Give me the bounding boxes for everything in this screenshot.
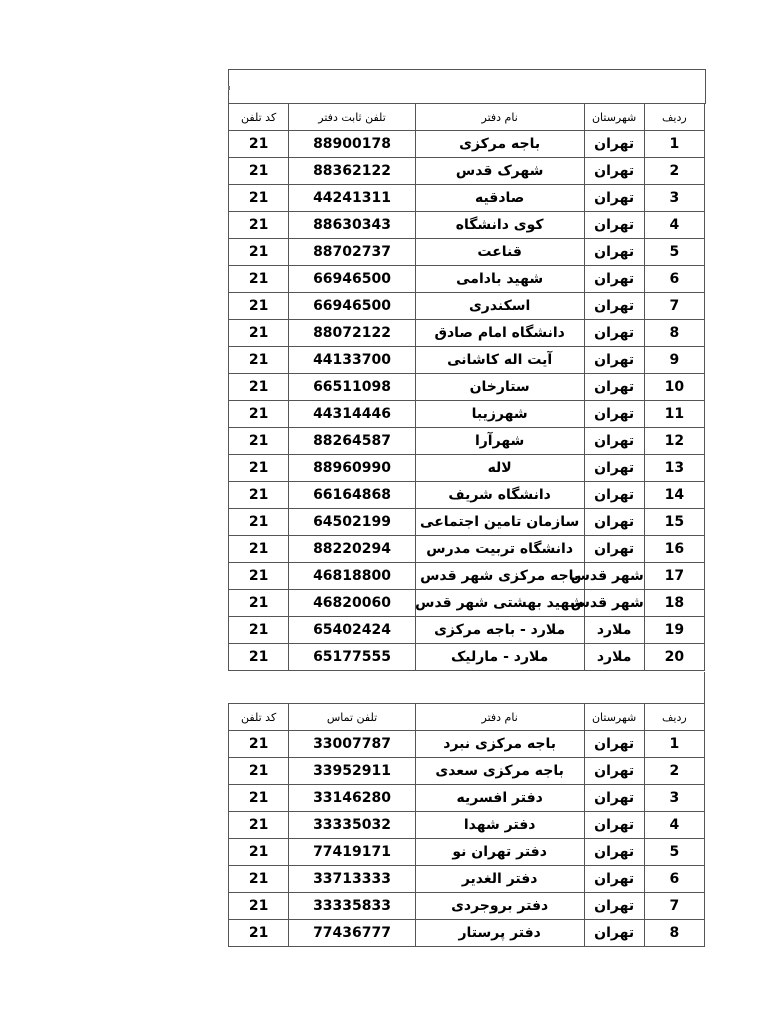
cell-row: 8 xyxy=(644,320,704,347)
table-row xyxy=(229,590,705,617)
cell-name: دانشگاه شریف xyxy=(415,482,584,509)
cell-city: شهر قدس xyxy=(584,563,644,590)
cell-row: 1 xyxy=(644,731,704,758)
table-row xyxy=(229,428,705,455)
cell-city: تهران xyxy=(584,374,644,401)
cell-name: دفتر افسریه xyxy=(415,785,584,812)
cell-code: 21 xyxy=(229,617,289,644)
table-row xyxy=(229,374,705,401)
table-row xyxy=(229,509,705,536)
table-row xyxy=(229,731,705,758)
cell-phone: 66511098 xyxy=(289,374,416,401)
cell-phone: 88264587 xyxy=(289,428,416,455)
table-row xyxy=(229,158,705,185)
offices-table-1 xyxy=(228,103,705,671)
cell-code: 21 xyxy=(229,131,289,158)
cell-name: شهرآرا xyxy=(415,428,584,455)
cell-phone: 77436777 xyxy=(289,920,416,947)
cell-code: 21 xyxy=(229,536,289,563)
header-row: ردیف xyxy=(644,704,704,731)
cell-code: 21 xyxy=(229,428,289,455)
cell-phone: 88900178 xyxy=(289,131,416,158)
cell-phone: 88960990 xyxy=(289,455,416,482)
table-header-row xyxy=(229,104,705,131)
cell-code: 21 xyxy=(229,758,289,785)
cell-name: ملارد - مارلیک xyxy=(415,644,584,671)
cell-row: 2 xyxy=(644,158,704,185)
cell-city: تهران xyxy=(584,893,644,920)
table-row xyxy=(229,455,705,482)
cell-row: 12 xyxy=(644,428,704,455)
cell-name: باجه مرکزی xyxy=(415,131,584,158)
cell-row: 2 xyxy=(644,758,704,785)
cell-code: 21 xyxy=(229,563,289,590)
table-row xyxy=(229,347,705,374)
cell-name: دانشگاه امام صادق xyxy=(415,320,584,347)
header-city: شهرستان xyxy=(584,704,644,731)
cell-name: دفتر پرستار xyxy=(415,920,584,947)
cell-name: آیت اله کاشانی xyxy=(415,347,584,374)
table-row xyxy=(229,131,705,158)
cell-name: شهرزیبا xyxy=(415,401,584,428)
cell-phone: 44314446 xyxy=(289,401,416,428)
cell-code: 21 xyxy=(229,920,289,947)
table-row xyxy=(229,785,705,812)
cell-phone: 33952911 xyxy=(289,758,416,785)
cell-name: باجه مرکزی نبرد xyxy=(415,731,584,758)
cell-city: تهران xyxy=(584,839,644,866)
cell-city: تهران xyxy=(584,347,644,374)
cell-city: تهران xyxy=(584,428,644,455)
cell-code: 21 xyxy=(229,158,289,185)
cell-city: تهران xyxy=(584,455,644,482)
cell-code: 21 xyxy=(229,185,289,212)
offices-table-2 xyxy=(228,703,705,947)
cell-phone: 88362122 xyxy=(289,158,416,185)
cell-name: قناعت xyxy=(415,239,584,266)
cell-row: 7 xyxy=(644,893,704,920)
cell-name: شهید بادامی xyxy=(415,266,584,293)
cell-phone: 44133700 xyxy=(289,347,416,374)
cell-phone: 44241311 xyxy=(289,185,416,212)
table-row xyxy=(229,866,705,893)
cell-code: 21 xyxy=(229,839,289,866)
table-row xyxy=(229,293,705,320)
cell-name: دفتر الغدیر xyxy=(415,866,584,893)
cell-city: تهران xyxy=(584,866,644,893)
cell-row: 3 xyxy=(644,785,704,812)
cell-row: 13 xyxy=(644,455,704,482)
cell-row: 15 xyxy=(644,509,704,536)
cell-code: 21 xyxy=(229,509,289,536)
table-row xyxy=(229,320,705,347)
cell-row: 17 xyxy=(644,563,704,590)
cell-city: تهران xyxy=(584,812,644,839)
cell-row: 4 xyxy=(644,812,704,839)
cell-code: 21 xyxy=(229,293,289,320)
cell-city: تهران xyxy=(584,131,644,158)
cell-phone: 33146280 xyxy=(289,785,416,812)
cell-name: ملارد - باجه مرکزی xyxy=(415,617,584,644)
table-row xyxy=(229,644,705,671)
cell-city: تهران xyxy=(584,536,644,563)
cell-name: شهید بهشتی شهر قدس xyxy=(415,590,584,617)
table-row xyxy=(229,482,705,509)
cell-code: 21 xyxy=(229,374,289,401)
cell-row: 5 xyxy=(644,239,704,266)
cell-code: 21 xyxy=(229,893,289,920)
table-row xyxy=(229,536,705,563)
cell-name: دفتر شهدا xyxy=(415,812,584,839)
cell-code: 21 xyxy=(229,212,289,239)
cell-city: ملارد xyxy=(584,617,644,644)
cell-row: 5 xyxy=(644,839,704,866)
table-row xyxy=(229,839,705,866)
cell-name: باجه مرکزی سعدی xyxy=(415,758,584,785)
cell-name: دفتر تهران نو xyxy=(415,839,584,866)
cell-name: ستارخان xyxy=(415,374,584,401)
cell-name: صادقیه xyxy=(415,185,584,212)
cell-city: تهران xyxy=(584,731,644,758)
cell-city: تهران xyxy=(584,509,644,536)
cell-row: 9 xyxy=(644,347,704,374)
cell-name: کوی دانشگاه xyxy=(415,212,584,239)
cell-city: تهران xyxy=(584,401,644,428)
cell-phone: 88072122 xyxy=(289,320,416,347)
cell-row: 3 xyxy=(644,185,704,212)
cell-city: تهران xyxy=(584,212,644,239)
cell-code: 21 xyxy=(229,347,289,374)
table-row xyxy=(229,812,705,839)
cell-name: اسکندری xyxy=(415,293,584,320)
table-row xyxy=(229,617,705,644)
table-row xyxy=(229,185,705,212)
cell-code: 21 xyxy=(229,731,289,758)
cell-name: سازمان تامین اجتماعی xyxy=(415,509,584,536)
cell-row: 16 xyxy=(644,536,704,563)
cell-city: شهر قدس xyxy=(584,590,644,617)
cell-code: 21 xyxy=(229,644,289,671)
table1-title-area xyxy=(228,69,706,104)
cell-city: تهران xyxy=(584,758,644,785)
cell-city: تهران xyxy=(584,785,644,812)
cell-code: 21 xyxy=(229,455,289,482)
cell-name: دفتر بروجردی xyxy=(415,893,584,920)
cell-row: 11 xyxy=(644,401,704,428)
cell-phone: 77419171 xyxy=(289,839,416,866)
cell-city: تهران xyxy=(584,320,644,347)
cell-city: تهران xyxy=(584,239,644,266)
cell-city: تهران xyxy=(584,185,644,212)
cell-row: 6 xyxy=(644,866,704,893)
cell-phone: 66946500 xyxy=(289,293,416,320)
cell-row: 20 xyxy=(644,644,704,671)
header-city: شهرستان xyxy=(584,104,644,131)
cell-city: تهران xyxy=(584,920,644,947)
header-code: کد تلفن xyxy=(229,104,289,131)
cell-name: دانشگاه تربیت مدرس xyxy=(415,536,584,563)
cell-row: 19 xyxy=(644,617,704,644)
cell-phone: 88220294 xyxy=(289,536,416,563)
cell-city: ملارد xyxy=(584,644,644,671)
cell-code: 21 xyxy=(229,590,289,617)
cell-row: 10 xyxy=(644,374,704,401)
table-row xyxy=(229,563,705,590)
header-phone: تلفن تماس xyxy=(289,704,416,731)
cell-phone: 65402424 xyxy=(289,617,416,644)
cell-row: 1 xyxy=(644,131,704,158)
cell-name: لاله xyxy=(415,455,584,482)
header-name: نام دفتر xyxy=(415,704,584,731)
cell-city: تهران xyxy=(584,482,644,509)
table-row xyxy=(229,893,705,920)
cell-phone: 88630343 xyxy=(289,212,416,239)
cell-name: شهرک قدس xyxy=(415,158,584,185)
cell-code: 21 xyxy=(229,266,289,293)
table-header-row xyxy=(229,704,705,731)
cell-row: 4 xyxy=(644,212,704,239)
table-row xyxy=(229,401,705,428)
cell-code: 21 xyxy=(229,401,289,428)
cell-phone: 46818800 xyxy=(289,563,416,590)
cell-city: تهران xyxy=(584,293,644,320)
cell-code: 21 xyxy=(229,320,289,347)
header-name: نام دفتر xyxy=(415,104,584,131)
cell-row: 6 xyxy=(644,266,704,293)
cell-phone: 33335833 xyxy=(289,893,416,920)
cell-row: 8 xyxy=(644,920,704,947)
cell-phone: 33713333 xyxy=(289,866,416,893)
cell-row: 14 xyxy=(644,482,704,509)
cell-code: 21 xyxy=(229,239,289,266)
cell-phone: 66946500 xyxy=(289,266,416,293)
title-mark xyxy=(228,86,230,90)
cell-code: 21 xyxy=(229,866,289,893)
header-phone: تلفن ثابت دفتر xyxy=(289,104,416,131)
table-row xyxy=(229,920,705,947)
cell-city: تهران xyxy=(584,266,644,293)
table-row xyxy=(229,266,705,293)
cell-phone: 66164868 xyxy=(289,482,416,509)
table-row xyxy=(229,758,705,785)
header-code: کد تلفن xyxy=(229,704,289,731)
cell-row: 7 xyxy=(644,293,704,320)
table-row xyxy=(229,239,705,266)
cell-code: 21 xyxy=(229,785,289,812)
cell-name: باجه مرکزی شهر قدس xyxy=(415,563,584,590)
cell-code: 21 xyxy=(229,812,289,839)
header-row: ردیف xyxy=(644,104,704,131)
cell-phone: 46820060 xyxy=(289,590,416,617)
table-separator xyxy=(228,672,705,703)
cell-code: 21 xyxy=(229,482,289,509)
cell-phone: 33007787 xyxy=(289,731,416,758)
cell-phone: 88702737 xyxy=(289,239,416,266)
table-row xyxy=(229,212,705,239)
cell-phone: 64502199 xyxy=(289,509,416,536)
cell-phone: 65177555 xyxy=(289,644,416,671)
cell-row: 18 xyxy=(644,590,704,617)
cell-city: تهران xyxy=(584,158,644,185)
cell-phone: 33335032 xyxy=(289,812,416,839)
